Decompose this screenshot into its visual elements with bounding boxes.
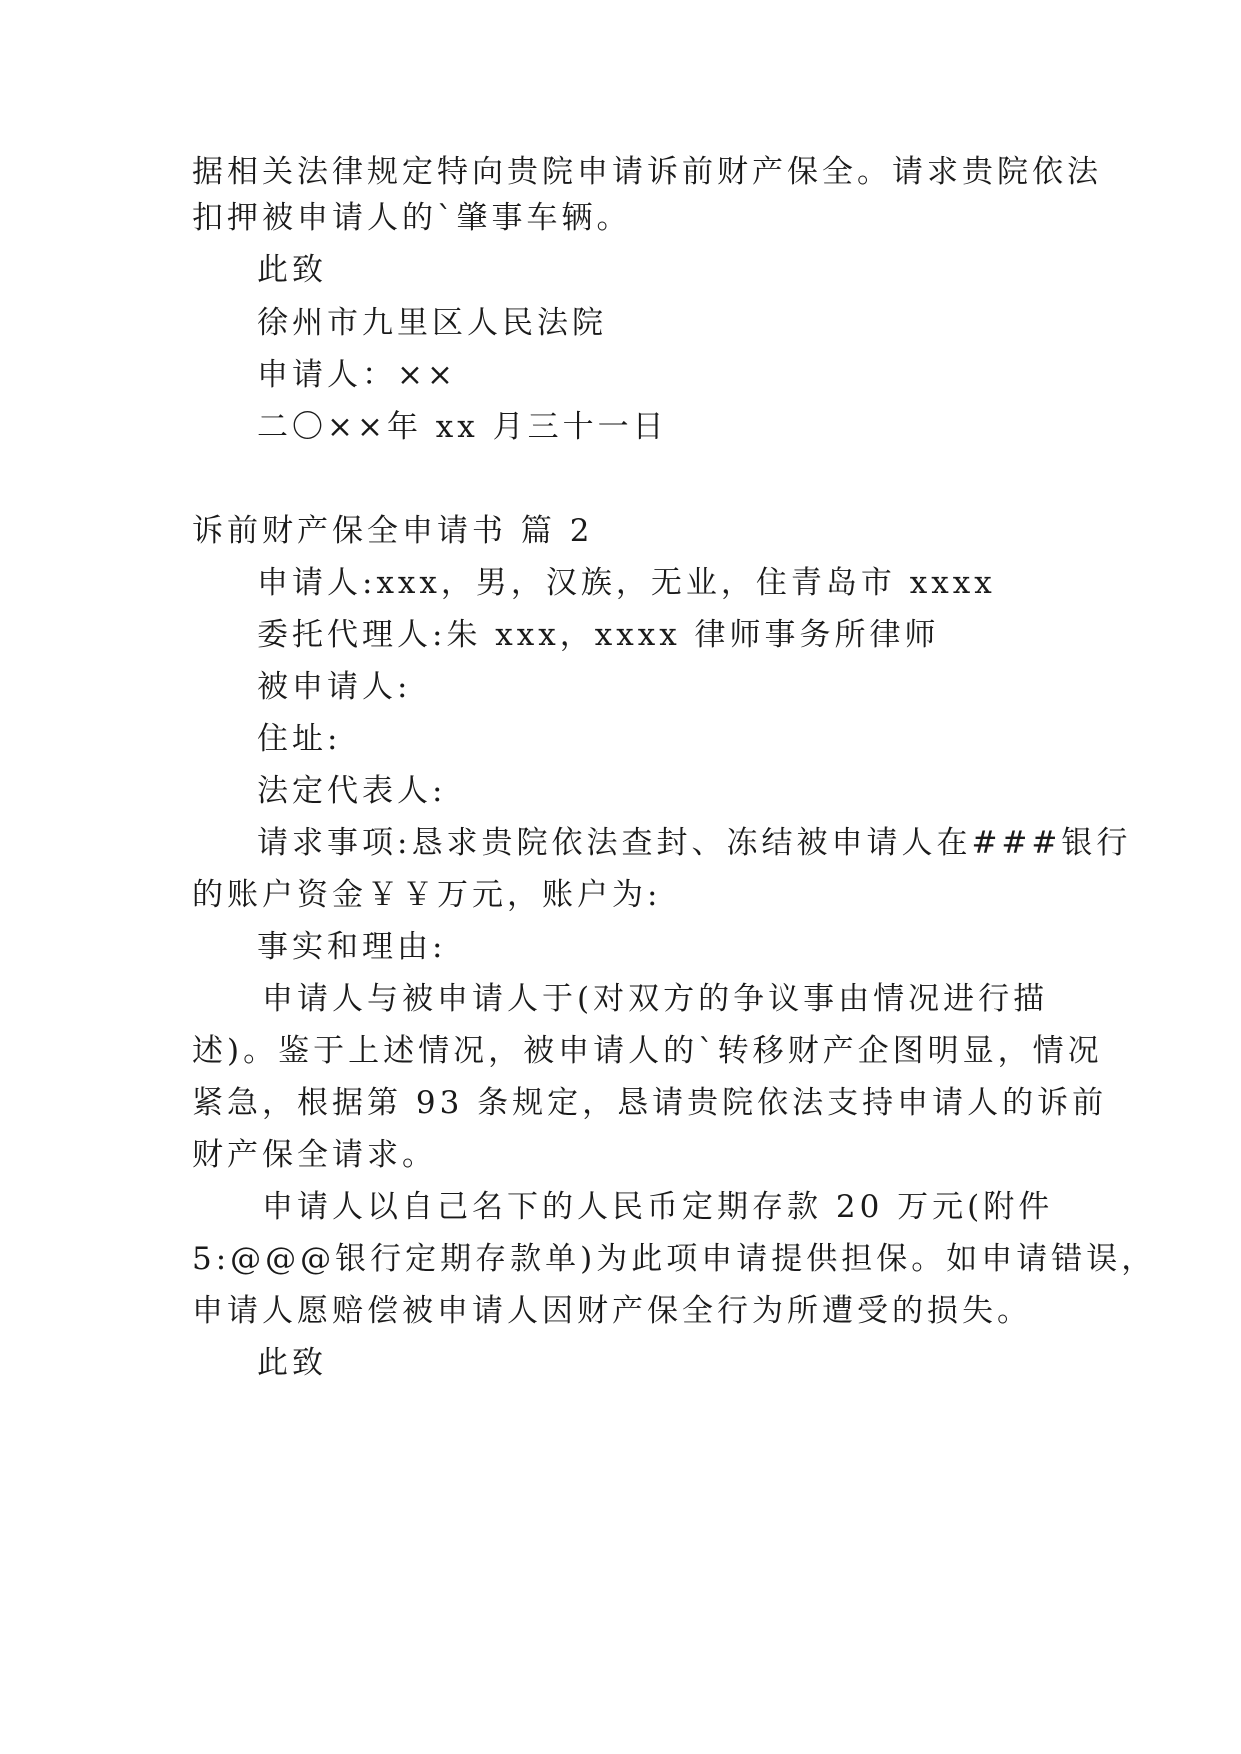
text-line: 据相关法律规定特向贵院申请诉前财产保全。请求贵院依法 xyxy=(192,154,1102,190)
section-title: 诉前财产保全申请书 篇 2 xyxy=(192,513,594,549)
salutation: 此致 xyxy=(257,252,327,288)
respondent-field: 被申请人: xyxy=(257,669,412,705)
applicant-info: 申请人:xxx，男，汉族，无业，住青岛市 xxxx xyxy=(257,565,996,601)
request-line: 请求事项:恳求贵院依法查封、冻结被申请人在###银行 xyxy=(257,825,1132,861)
facts-line: 述)。鉴于上述情况，被申请人的`转移财产企图明显，情况 xyxy=(192,1033,1103,1069)
text-line: 扣押被申请人的`肇事车辆。 xyxy=(192,200,632,236)
salutation: 此致 xyxy=(257,1345,327,1381)
applicant-signature: 申请人：×× xyxy=(257,357,457,393)
agent-info: 委托代理人:朱 xxx，xxxx 律师事务所律师 xyxy=(257,617,940,653)
guarantee-line: 申请人愿赔偿被申请人因财产保全行为所遭受的损失。 xyxy=(192,1293,1032,1329)
legal-rep-field: 法定代表人: xyxy=(257,773,447,809)
facts-line: 财产保全请求。 xyxy=(192,1137,437,1173)
request-line: 的账户资金￥￥万元，账户为: xyxy=(192,877,662,913)
address-field: 住址: xyxy=(257,721,342,757)
facts-heading: 事实和理由: xyxy=(257,929,447,965)
court-name: 徐州市九里区人民法院 xyxy=(257,305,607,341)
facts-line: 紧急，根据第 93 条规定，恳请贵院依法支持申请人的诉前 xyxy=(192,1085,1108,1121)
guarantee-line: 申请人以自己名下的人民币定期存款 20 万元(附件 xyxy=(262,1189,1054,1225)
facts-line: 申请人与被申请人于(对双方的争议事由情况进行描 xyxy=(262,981,1049,1017)
guarantee-line: 5:@@@银行定期存款单)为此项申请提供担保。如申请错误， xyxy=(192,1241,1157,1277)
date-line: 二〇××年 xx 月三十一日 xyxy=(257,409,668,445)
